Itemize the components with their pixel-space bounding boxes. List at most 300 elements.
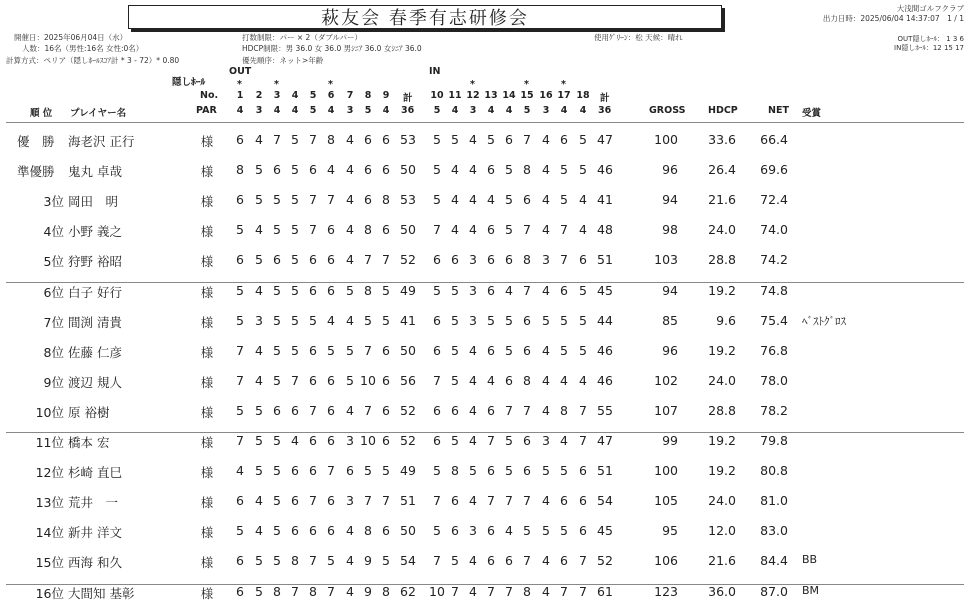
hole-score: 6 bbox=[487, 343, 495, 358]
hole-score: 4 bbox=[469, 132, 477, 147]
hole-score: 5 bbox=[382, 283, 390, 298]
in-total: 51 bbox=[597, 463, 613, 478]
in-total: 51 bbox=[597, 252, 613, 267]
hole-score: 4 bbox=[487, 373, 495, 388]
hole-score: 7 bbox=[487, 433, 495, 448]
gross-score: 85 bbox=[662, 313, 678, 328]
hole-score: 7 bbox=[309, 493, 317, 508]
hole-score: 7 bbox=[327, 192, 335, 207]
hole-score: 5 bbox=[505, 192, 513, 207]
hole-score: 5 bbox=[273, 313, 281, 328]
hole-score: 4 bbox=[346, 192, 354, 207]
hole-par: 4 bbox=[327, 105, 335, 116]
honorific: 様 bbox=[200, 375, 214, 390]
table-row bbox=[0, 403, 974, 433]
hole-score: 6 bbox=[327, 403, 335, 418]
hole-score: 8 bbox=[382, 192, 390, 207]
hole-number: 13 bbox=[484, 90, 498, 101]
hole-score: 6 bbox=[433, 433, 441, 448]
hole-number: 11 bbox=[448, 90, 462, 101]
honorific: 様 bbox=[200, 285, 214, 300]
hole-score: 4 bbox=[346, 313, 354, 328]
hole-score: 5 bbox=[236, 523, 244, 538]
hole-score: 5 bbox=[346, 283, 354, 298]
hole-score: 8 bbox=[523, 252, 531, 267]
hole-score: 6 bbox=[327, 283, 335, 298]
priority-order: 優先順序：ネット>年齢 bbox=[242, 56, 324, 65]
hole-score: 5 bbox=[291, 192, 299, 207]
gross-score: 107 bbox=[654, 403, 678, 418]
hole-score: 5 bbox=[451, 132, 459, 147]
hole-score: 6 bbox=[309, 162, 317, 177]
hole-score: 5 bbox=[273, 343, 281, 358]
divider bbox=[6, 432, 964, 433]
in-total: 46 bbox=[597, 373, 613, 388]
hole-score: 6 bbox=[327, 252, 335, 267]
handicap: 24.0 bbox=[708, 373, 736, 388]
hole-score: 5 bbox=[255, 433, 263, 448]
handicap: 24.0 bbox=[708, 493, 736, 508]
out-total: 41 bbox=[400, 313, 416, 328]
hole-par: 4 bbox=[505, 105, 513, 116]
hole-score: 4 bbox=[327, 162, 335, 177]
in-total: 45 bbox=[597, 523, 613, 538]
hole-score: 5 bbox=[291, 343, 299, 358]
player-rank: 11位 bbox=[35, 435, 64, 450]
hole-score: 5 bbox=[542, 313, 550, 328]
in-total-label: 計 bbox=[600, 93, 610, 104]
hole-score: 6 bbox=[487, 252, 495, 267]
hole-score: 5 bbox=[560, 523, 568, 538]
player-rank: 5位 bbox=[43, 254, 64, 269]
net-score: 80.8 bbox=[760, 463, 788, 478]
hole-score: 3 bbox=[346, 433, 354, 448]
hole-score: 5 bbox=[487, 132, 495, 147]
hole-score: 3 bbox=[255, 313, 263, 328]
hole-score: 6 bbox=[505, 553, 513, 568]
gross-header: GROSS bbox=[649, 105, 686, 116]
hole-score: 4 bbox=[346, 403, 354, 418]
player-header: プレイヤー名 bbox=[70, 108, 127, 119]
hole-score: 5 bbox=[291, 283, 299, 298]
hidden-hole-star: * bbox=[470, 79, 475, 90]
hole-score: 7 bbox=[291, 584, 299, 599]
hole-score: 8 bbox=[327, 132, 335, 147]
hole-score: 7 bbox=[579, 553, 587, 568]
hole-score: 5 bbox=[451, 433, 459, 448]
hole-score: 5 bbox=[433, 523, 441, 538]
hole-score: 4 bbox=[451, 192, 459, 207]
hole-score: 4 bbox=[469, 433, 477, 448]
hole-score: 5 bbox=[487, 313, 495, 328]
hole-score: 4 bbox=[469, 403, 477, 418]
hidden-hole-star: * bbox=[237, 79, 242, 90]
hole-score: 6 bbox=[487, 523, 495, 538]
player-name: 荒井 一 bbox=[68, 495, 119, 510]
hole-score: 4 bbox=[346, 252, 354, 267]
handicap: 33.6 bbox=[708, 132, 736, 147]
hidden-hole-star: * bbox=[328, 79, 333, 90]
hole-number: 3 bbox=[273, 90, 281, 101]
out-total: 50 bbox=[400, 523, 416, 538]
net-score: 66.4 bbox=[760, 132, 788, 147]
hole-score: 4 bbox=[346, 132, 354, 147]
net-score: 69.6 bbox=[760, 162, 788, 177]
hole-score: 4 bbox=[469, 493, 477, 508]
hole-score: 7 bbox=[523, 493, 531, 508]
gross-score: 95 bbox=[662, 523, 678, 538]
out-hidden-holes: OUT隠しﾎｰﾙ： 1 3 6 bbox=[897, 35, 964, 43]
out-par-total: 36 bbox=[401, 105, 415, 116]
player-rank: 優 勝 bbox=[17, 134, 55, 149]
hole-score: 4 bbox=[346, 553, 354, 568]
gross-score: 105 bbox=[654, 493, 678, 508]
hole-score: 5 bbox=[236, 283, 244, 298]
player-name: 白子 好行 bbox=[68, 285, 122, 300]
hole-par: 5 bbox=[433, 105, 441, 116]
hole-score: 3 bbox=[469, 283, 477, 298]
hole-score: 6 bbox=[309, 252, 317, 267]
hole-no-label: No. bbox=[200, 90, 219, 101]
divider bbox=[6, 122, 964, 123]
hole-score: 4 bbox=[451, 222, 459, 237]
net-score: 74.8 bbox=[760, 283, 788, 298]
hole-score: 7 bbox=[487, 493, 495, 508]
hole-score: 4 bbox=[255, 493, 263, 508]
hole-score: 8 bbox=[364, 523, 372, 538]
hole-score: 6 bbox=[382, 343, 390, 358]
hole-score: 5 bbox=[236, 222, 244, 237]
in-par-total: 36 bbox=[598, 105, 612, 116]
hole-score: 5 bbox=[273, 222, 281, 237]
hole-score: 5 bbox=[382, 313, 390, 328]
hole-score: 4 bbox=[255, 283, 263, 298]
hole-score: 5 bbox=[542, 523, 550, 538]
hole-score: 5 bbox=[505, 343, 513, 358]
hole-score: 5 bbox=[273, 523, 281, 538]
hole-score: 6 bbox=[382, 403, 390, 418]
hole-score: 9 bbox=[364, 584, 372, 599]
net-score: 75.4 bbox=[760, 313, 788, 328]
in-total: 46 bbox=[597, 343, 613, 358]
hole-score: 4 bbox=[451, 162, 459, 177]
hole-par: 3 bbox=[469, 105, 477, 116]
table-row bbox=[0, 493, 974, 523]
in-total: 55 bbox=[597, 403, 613, 418]
green-weather: 使用ｸﾞﾘｰﾝ：松 天候：晴れ bbox=[594, 33, 683, 42]
hole-score: 5 bbox=[451, 313, 459, 328]
player-name: 間渕 清貴 bbox=[68, 315, 122, 330]
hole-score: 6 bbox=[560, 283, 568, 298]
hole-score: 6 bbox=[309, 373, 317, 388]
hole-score: 5 bbox=[579, 283, 587, 298]
hole-score: 6 bbox=[505, 132, 513, 147]
hole-score: 4 bbox=[542, 192, 550, 207]
honorific: 様 bbox=[200, 134, 214, 149]
player-rank: 12位 bbox=[35, 465, 64, 480]
hole-score: 8 bbox=[451, 463, 459, 478]
hole-par: 4 bbox=[291, 105, 299, 116]
hole-score: 7 bbox=[327, 584, 335, 599]
hole-score: 6 bbox=[382, 433, 390, 448]
hole-score: 5 bbox=[579, 313, 587, 328]
hole-score: 7 bbox=[327, 463, 335, 478]
gross-score: 102 bbox=[654, 373, 678, 388]
in-label: IN bbox=[429, 66, 441, 77]
hole-score: 7 bbox=[364, 493, 372, 508]
hole-score: 6 bbox=[273, 403, 281, 418]
hole-score: 4 bbox=[542, 222, 550, 237]
hole-score: 7 bbox=[523, 403, 531, 418]
award-header: 受賞 bbox=[802, 108, 822, 119]
hole-score: 5 bbox=[382, 553, 390, 568]
hole-score: 6 bbox=[346, 463, 354, 478]
out-total: 54 bbox=[400, 553, 416, 568]
player-name: 西海 和久 bbox=[68, 555, 122, 570]
hole-score: 6 bbox=[505, 252, 513, 267]
out-total: 52 bbox=[400, 403, 416, 418]
hole-score: 6 bbox=[273, 162, 281, 177]
out-total: 50 bbox=[400, 162, 416, 177]
in-total: 48 bbox=[597, 222, 613, 237]
out-total: 53 bbox=[400, 132, 416, 147]
net-score: 76.8 bbox=[760, 343, 788, 358]
hole-score: 5 bbox=[291, 222, 299, 237]
hole-score: 6 bbox=[382, 162, 390, 177]
handicap: 26.4 bbox=[708, 162, 736, 177]
hole-score: 8 bbox=[523, 373, 531, 388]
hole-score: 4 bbox=[236, 463, 244, 478]
honorific: 様 bbox=[200, 224, 214, 239]
hole-number: 17 bbox=[557, 90, 571, 101]
hole-score: 4 bbox=[505, 523, 513, 538]
hole-score: 6 bbox=[291, 523, 299, 538]
honorific: 様 bbox=[200, 435, 214, 450]
out-total: 49 bbox=[400, 463, 416, 478]
hole-score: 6 bbox=[236, 584, 244, 599]
out-total: 50 bbox=[400, 222, 416, 237]
hole-number: 2 bbox=[255, 90, 263, 101]
hole-score: 4 bbox=[542, 343, 550, 358]
honorific: 様 bbox=[200, 525, 214, 540]
hole-score: 7 bbox=[523, 553, 531, 568]
gross-score: 94 bbox=[662, 283, 678, 298]
hole-score: 7 bbox=[505, 493, 513, 508]
hole-score: 7 bbox=[433, 493, 441, 508]
table-row bbox=[0, 283, 974, 313]
hole-score: 4 bbox=[469, 584, 477, 599]
hole-number: 1 bbox=[236, 90, 244, 101]
hole-score: 5 bbox=[579, 132, 587, 147]
hole-score: 10 bbox=[360, 373, 376, 388]
net-score: 81.0 bbox=[760, 493, 788, 508]
player-rank: 13位 bbox=[35, 495, 64, 510]
hole-number: 14 bbox=[502, 90, 516, 101]
hole-score: 8 bbox=[236, 162, 244, 177]
player-name: 狩野 裕昭 bbox=[68, 254, 122, 269]
hole-score: 8 bbox=[364, 283, 372, 298]
hole-score: 5 bbox=[560, 192, 568, 207]
player-name: 原 裕樹 bbox=[68, 405, 110, 420]
hole-score: 7 bbox=[433, 553, 441, 568]
handicap: 9.6 bbox=[716, 313, 736, 328]
net-score: 78.0 bbox=[760, 373, 788, 388]
net-score: 79.8 bbox=[760, 433, 788, 448]
hole-score: 6 bbox=[523, 463, 531, 478]
hole-score: 4 bbox=[542, 162, 550, 177]
hole-score: 5 bbox=[273, 433, 281, 448]
hole-number: 10 bbox=[430, 90, 444, 101]
hole-score: 5 bbox=[291, 132, 299, 147]
table-row bbox=[0, 553, 974, 583]
hole-score: 7 bbox=[523, 132, 531, 147]
hidden-hole-star: * bbox=[274, 79, 279, 90]
hole-score: 6 bbox=[309, 523, 317, 538]
player-rank: 3位 bbox=[43, 194, 64, 209]
handicap: 36.0 bbox=[708, 584, 736, 599]
hole-score: 6 bbox=[382, 222, 390, 237]
hole-score: 5 bbox=[451, 553, 459, 568]
hole-score: 5 bbox=[273, 373, 281, 388]
hole-score: 4 bbox=[542, 132, 550, 147]
hole-score: 6 bbox=[236, 192, 244, 207]
hole-score: 5 bbox=[505, 222, 513, 237]
hole-par: 4 bbox=[236, 105, 244, 116]
out-total-label: 計 bbox=[403, 93, 413, 104]
gross-score: 99 bbox=[662, 433, 678, 448]
hole-score: 7 bbox=[309, 132, 317, 147]
player-rank: 9位 bbox=[43, 375, 64, 390]
hole-score: 6 bbox=[523, 433, 531, 448]
hole-score: 4 bbox=[542, 373, 550, 388]
award: ﾍﾞｽﾄｸﾞﾛｽ bbox=[802, 315, 846, 328]
hole-score: 4 bbox=[255, 373, 263, 388]
hole-score: 6 bbox=[364, 162, 372, 177]
hole-score: 5 bbox=[327, 553, 335, 568]
table-row bbox=[0, 162, 974, 192]
hole-score: 5 bbox=[255, 553, 263, 568]
hole-score: 7 bbox=[560, 252, 568, 267]
hole-score: 8 bbox=[364, 222, 372, 237]
hole-par: 4 bbox=[487, 105, 495, 116]
hole-score: 8 bbox=[382, 584, 390, 599]
participants: 人数：16名（男性:16名 女性:0名） bbox=[22, 44, 144, 53]
in-total: 46 bbox=[597, 162, 613, 177]
hole-score: 5 bbox=[523, 523, 531, 538]
hole-score: 5 bbox=[469, 463, 477, 478]
gross-score: 98 bbox=[662, 222, 678, 237]
hole-score: 5 bbox=[255, 192, 263, 207]
handicap: 19.2 bbox=[708, 283, 736, 298]
hole-score: 7 bbox=[309, 222, 317, 237]
hole-score: 5 bbox=[291, 162, 299, 177]
hole-score: 7 bbox=[273, 132, 281, 147]
hole-score: 5 bbox=[560, 343, 568, 358]
hole-score: 7 bbox=[505, 584, 513, 599]
hole-score: 5 bbox=[451, 343, 459, 358]
hole-par: 3 bbox=[255, 105, 263, 116]
handicap: 24.0 bbox=[708, 222, 736, 237]
honorific: 様 bbox=[200, 586, 214, 601]
hole-score: 6 bbox=[451, 403, 459, 418]
player-rank: 10位 bbox=[35, 405, 64, 420]
hole-score: 4 bbox=[255, 222, 263, 237]
hole-score: 4 bbox=[560, 373, 568, 388]
in-total: 44 bbox=[597, 313, 613, 328]
hole-score: 6 bbox=[291, 493, 299, 508]
hole-score: 6 bbox=[236, 252, 244, 267]
hole-score: 8 bbox=[523, 584, 531, 599]
hole-score: 5 bbox=[236, 313, 244, 328]
hole-score: 6 bbox=[487, 162, 495, 177]
net-score: 72.4 bbox=[760, 192, 788, 207]
hole-score: 7 bbox=[523, 283, 531, 298]
hole-score: 7 bbox=[505, 403, 513, 418]
hole-score: 10 bbox=[429, 584, 445, 599]
hole-score: 5 bbox=[505, 313, 513, 328]
hole-score: 4 bbox=[542, 283, 550, 298]
hole-score: 5 bbox=[451, 373, 459, 388]
gross-score: 96 bbox=[662, 343, 678, 358]
out-total: 53 bbox=[400, 192, 416, 207]
in-total: 52 bbox=[597, 553, 613, 568]
hole-score: 5 bbox=[273, 463, 281, 478]
hole-score: 6 bbox=[560, 553, 568, 568]
gross-score: 103 bbox=[654, 252, 678, 267]
event-date: 開催日：2025年06月04日（水） bbox=[14, 33, 128, 42]
hole-score: 7 bbox=[579, 403, 587, 418]
gross-score: 96 bbox=[662, 162, 678, 177]
hole-score: 4 bbox=[579, 192, 587, 207]
out-label: OUT bbox=[229, 66, 252, 77]
hidden-hole-star: * bbox=[524, 79, 529, 90]
hole-score: 6 bbox=[309, 283, 317, 298]
hole-score: 6 bbox=[523, 192, 531, 207]
hole-par: 4 bbox=[382, 105, 390, 116]
out-total: 62 bbox=[400, 584, 416, 599]
hole-score: 6 bbox=[433, 343, 441, 358]
hole-score: 3 bbox=[542, 433, 550, 448]
player-name: 小野 義之 bbox=[68, 224, 122, 239]
hole-score: 6 bbox=[579, 523, 587, 538]
net-score: 87.0 bbox=[760, 584, 788, 599]
par-label: PAR bbox=[196, 105, 217, 116]
hole-score: 7 bbox=[236, 373, 244, 388]
hole-score: 7 bbox=[309, 192, 317, 207]
honorific: 様 bbox=[200, 555, 214, 570]
handicap: 19.2 bbox=[708, 343, 736, 358]
hole-score: 6 bbox=[579, 463, 587, 478]
divider bbox=[6, 584, 964, 585]
hole-score: 6 bbox=[382, 523, 390, 538]
net-score: 84.4 bbox=[760, 553, 788, 568]
hole-score: 3 bbox=[469, 313, 477, 328]
print-info: 出力日時：2025/06/04 14:37:07 1 / 1 bbox=[822, 14, 964, 23]
honorific: 様 bbox=[200, 254, 214, 269]
hdcp-header: HDCP bbox=[708, 105, 738, 116]
hole-score: 4 bbox=[346, 222, 354, 237]
in-total: 54 bbox=[597, 493, 613, 508]
net-score: 74.0 bbox=[760, 222, 788, 237]
hole-score: 4 bbox=[469, 373, 477, 388]
hole-score: 6 bbox=[273, 252, 281, 267]
handicap: 28.8 bbox=[708, 403, 736, 418]
hole-score: 6 bbox=[236, 493, 244, 508]
hole-score: 6 bbox=[382, 132, 390, 147]
hole-score: 5 bbox=[560, 463, 568, 478]
hole-score: 5 bbox=[579, 162, 587, 177]
net-score: 83.0 bbox=[760, 523, 788, 538]
